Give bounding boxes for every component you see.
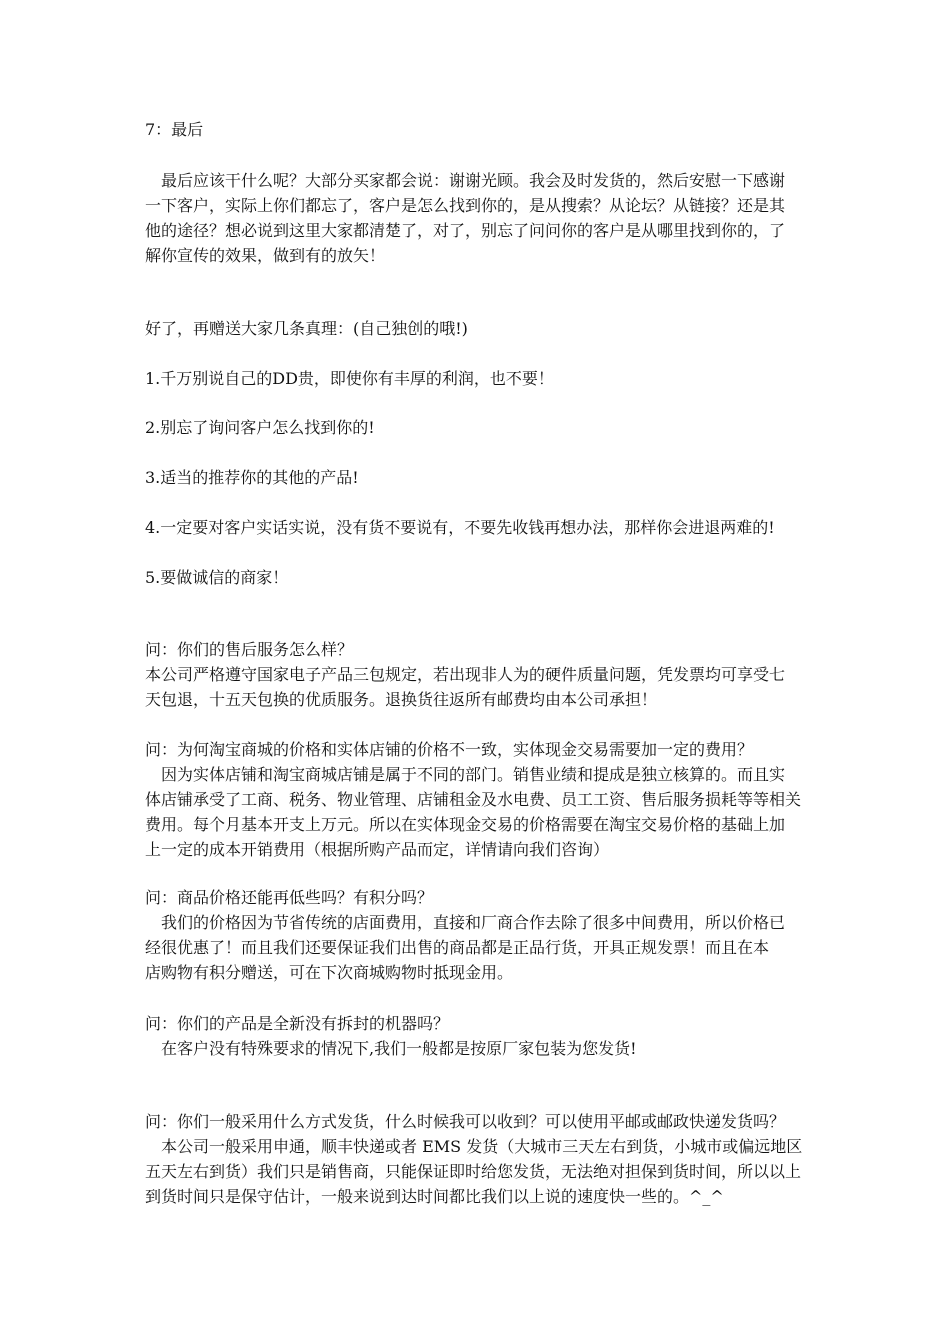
faq-answer-line: 费用。每个月基本开支上万元。所以在实体现金交易的价格需要在淘宝交易价格的基础上加 (145, 815, 786, 834)
faq-item (145, 885, 813, 985)
paragraph-line: 一下客户，实际上你们都忘了，客户是怎么找到你的，是从搜索？从论坛？从链接？还是其 (145, 196, 786, 215)
truths-intro: 好了，再赠送大家几条真理：(自己独创的哦!) (145, 319, 468, 338)
faq-answer-line: 本公司一般采用申通，顺丰快递或者 EMS 发货（大城市三天左右到货，小城市或偏远地区 (145, 1137, 803, 1156)
paragraph-line: 解你宣传的效果，做到有的放矢！ (145, 246, 386, 265)
faq-item (145, 737, 813, 862)
truth-item: 1.千万别说自己的DD贵，即使你有丰厚的利润，也不要！ (145, 369, 554, 388)
truth-item: 2.别忘了询问客户怎么找到你的! (145, 418, 375, 437)
faq-question: 问：你们一般采用什么方式发货，什么时候我可以收到？可以使用平邮或邮政快递发货吗？ (145, 1112, 786, 1131)
faq-answer-line: 体店铺承受了工商、税务、物业管理、店铺租金及水电费、员工工资、售后服务损耗等等相关 (145, 790, 802, 809)
faq-question: 问：你们的售后服务怎么样？ (145, 640, 354, 659)
section-paragraph (145, 168, 813, 268)
faq-question: 问：商品价格还能再低些吗？有积分吗？ (145, 888, 434, 907)
faq-question: 问：你们的产品是全新没有拆封的机器吗？ (145, 1014, 450, 1033)
faq-answer-line: 经很优惠了！而且我们还要保证我们出售的商品都是正品行货，开具正规发票！而且在本 (145, 938, 770, 957)
faq-answer-line: 在客户没有特殊要求的情况下,我们一般都是按原厂家包装为您发货! (145, 1039, 637, 1058)
faq-item (145, 637, 813, 712)
faq-answer-line: 到货时间只是保守估计，一般来说到达时间都比我们以上说的速度快一些的。^_^ (145, 1187, 724, 1206)
faq-answer-line: 因为实体店铺和淘宝商城店铺是属于不同的部门。销售业绩和提成是独立核算的。而且实 (145, 765, 786, 784)
truth-item: 4.一定要对客户实话实说，没有货不要说有，不要先收钱再想办法，那样你会进退两难的! (145, 518, 775, 537)
faq-answer-line: 本公司严格遵守国家电子产品三包规定，若出现非人为的硬件质量问题，凭发票均可享受七 (145, 665, 786, 684)
faq-answer-line: 上一定的成本开销费用（根据所购产品而定，详情请向我们咨询） (145, 840, 610, 859)
section-heading: 7：最后 (145, 120, 204, 139)
paragraph-line: 最后应该干什么呢？大部分买家都会说：谢谢光顾。我会及时发货的，然后安慰一下感谢 (145, 171, 786, 190)
faq-item (145, 1011, 813, 1061)
truth-item: 3.适当的推荐你的其他的产品! (145, 468, 359, 487)
faq-answer-line: 天包退，十五天包换的优质服务。退换货往返所有邮费均由本公司承担！ (145, 690, 658, 709)
faq-question: 问：为何淘宝商城的价格和实体店铺的价格不一致，实体现金交易需要加一定的费用？ (145, 740, 754, 759)
faq-answer-line: 我们的价格因为节省传统的店面费用，直接和厂商合作去除了很多中间费用，所以价格已 (145, 913, 786, 932)
faq-answer-line: 店购物有积分赠送，可在下次商城购物时抵现金用。 (145, 963, 514, 982)
faq-item (145, 1109, 813, 1209)
paragraph-line: 他的途径？想必说到这里大家都清楚了，对了，别忘了问问你的客户是从哪里找到你的，了 (145, 221, 786, 240)
faq-answer-line: 五天左右到货）我们只是销售商，只能保证即时给您发货，无法绝对担保到货时间，所以以上 (145, 1162, 802, 1181)
truth-item: 5.要做诚信的商家！ (145, 568, 289, 587)
